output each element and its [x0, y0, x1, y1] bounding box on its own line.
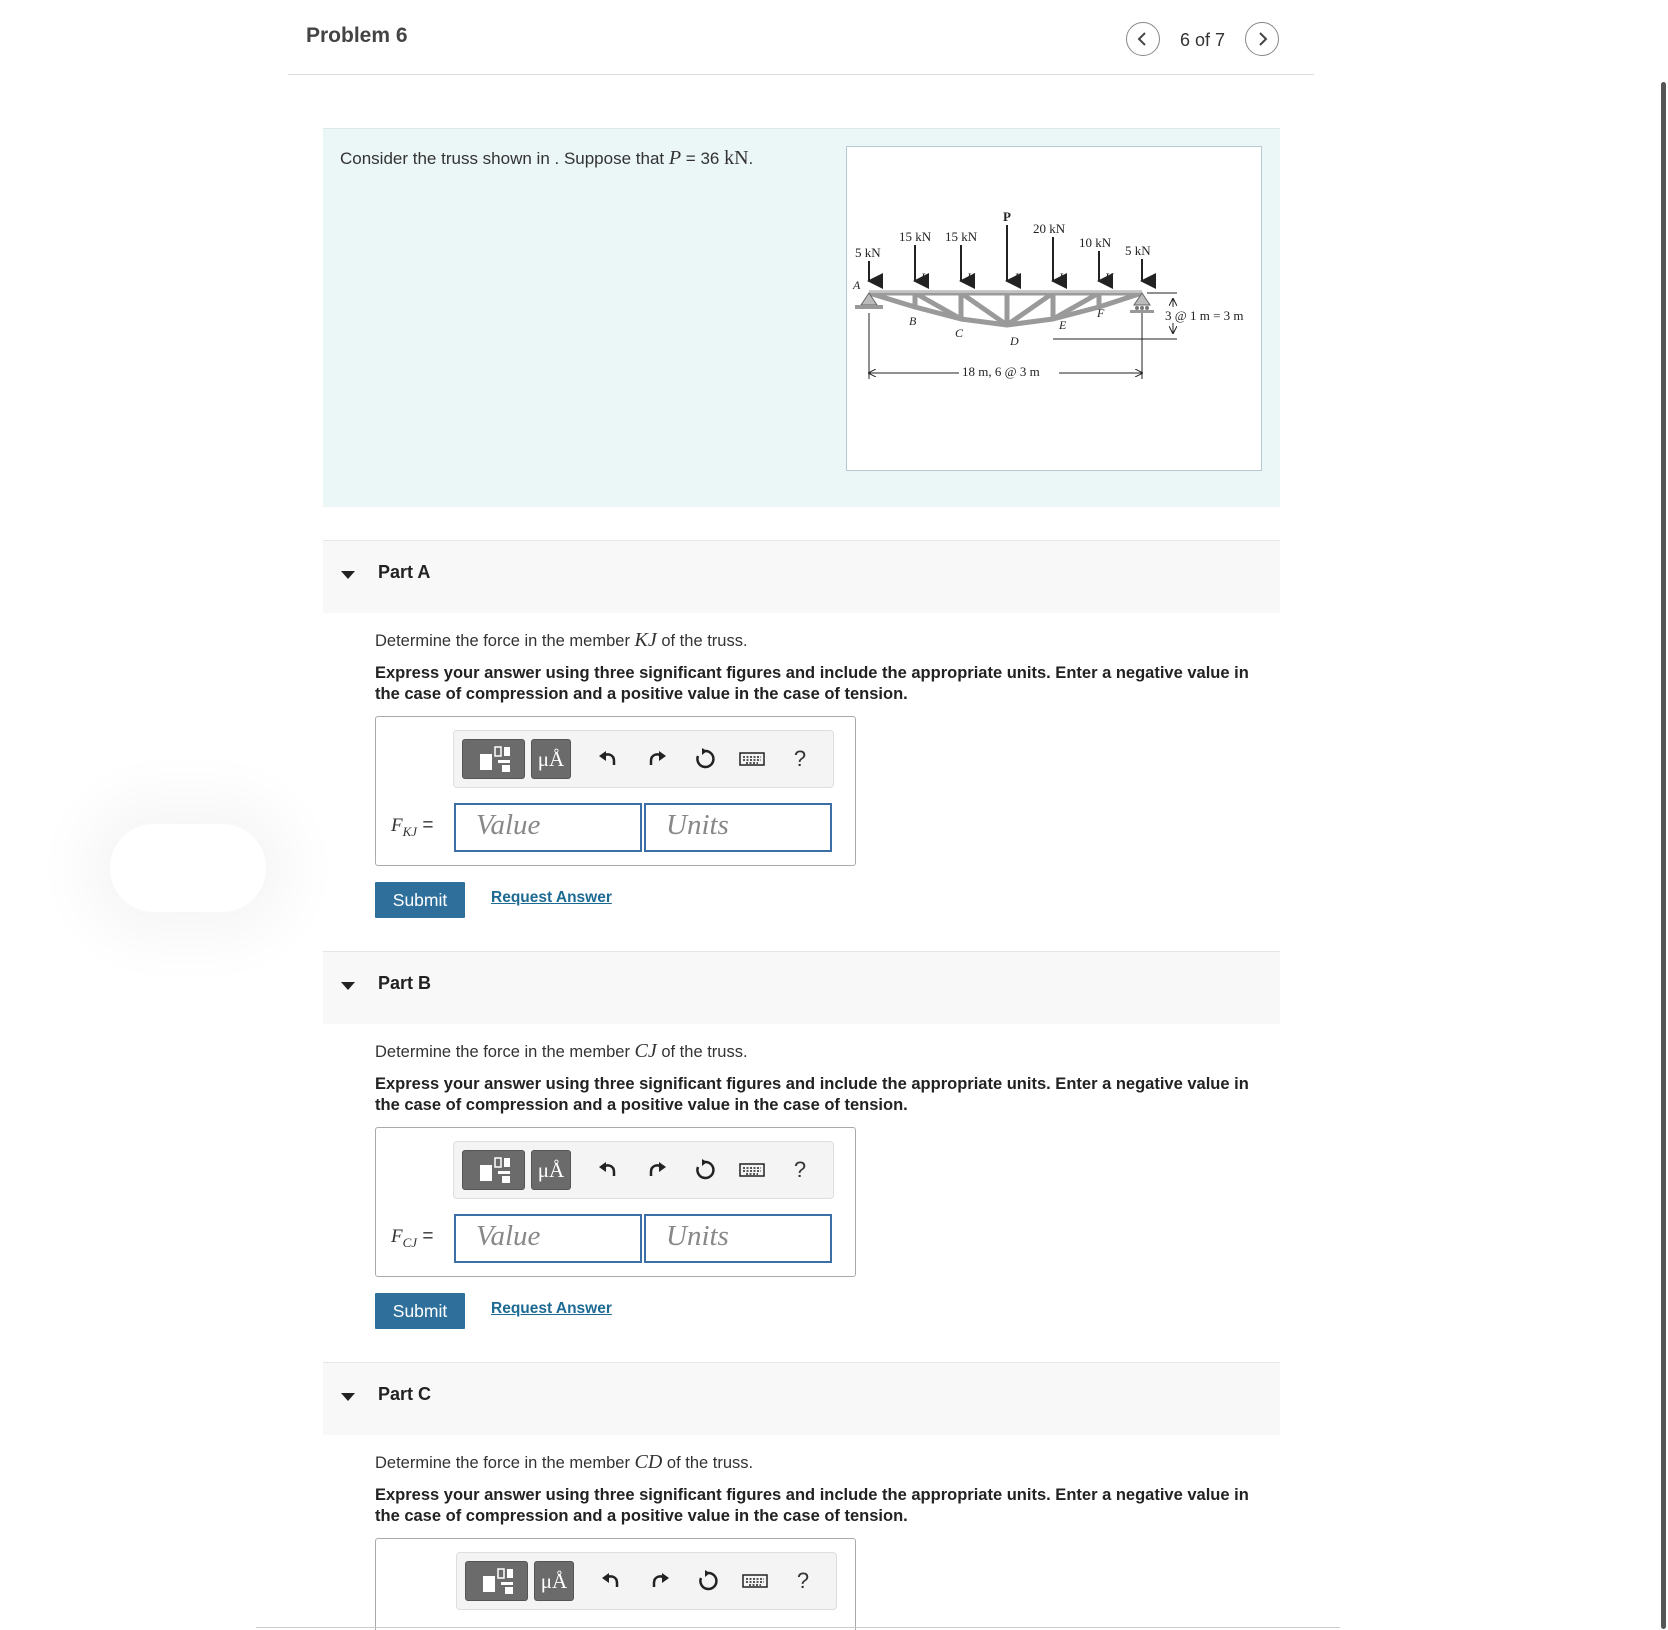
chevron-right-icon: [1255, 31, 1269, 47]
part-c-label: Part C: [378, 1384, 432, 1404]
units-input[interactable]: Units: [644, 1214, 832, 1263]
value-input[interactable]: Value: [454, 803, 642, 852]
answer-variable: F: [391, 815, 403, 836]
submit-button[interactable]: Submit: [375, 882, 465, 918]
node-e: E: [1059, 318, 1067, 332]
node-a: A: [853, 278, 861, 292]
part-a-question: [375, 629, 748, 652]
span-dimension-label: 18 m, 6 @ 3 m: [962, 364, 1040, 379]
part-b-answer-box: [375, 1127, 856, 1277]
templates-icon: [474, 1155, 514, 1185]
floating-widget[interactable]: [110, 824, 266, 912]
undo-icon: [597, 1159, 619, 1181]
part-a-instruction: Express your answer using three significant figures and include the appropriate units. Enter a negative value in the case of compression and a positive value in the case of tension.: [375, 664, 1249, 703]
keyboard-button[interactable]: [732, 739, 772, 779]
reset-icon: [693, 747, 717, 771]
unit-kn: kN: [724, 147, 749, 169]
units-symbols-button[interactable]: μÅ: [534, 1561, 574, 1601]
undo-button[interactable]: [588, 739, 628, 779]
part-c-header[interactable]: [323, 1362, 1280, 1435]
part-b-question: [375, 1040, 748, 1063]
load-label-p: P: [1003, 209, 1011, 224]
node-i: I: [1059, 270, 1063, 284]
member-name: CD: [634, 1451, 663, 1473]
previous-problem-button[interactable]: [1126, 22, 1160, 56]
templates-icon: [474, 744, 514, 774]
keyboard-button[interactable]: [732, 1150, 772, 1190]
load-label-i: 20 kN: [1033, 221, 1066, 236]
problem-intro: [340, 147, 753, 170]
node-c: C: [955, 326, 964, 340]
truss-diagram: [847, 147, 1261, 470]
units-symbols-button[interactable]: μÅ: [531, 1150, 571, 1190]
node-k: K: [967, 270, 976, 284]
help-button[interactable]: ?: [793, 1157, 807, 1182]
intro-text: Consider the truss shown in . Suppose that: [340, 149, 669, 168]
node-h: H: [1105, 270, 1114, 284]
math-toolbar: [453, 1141, 834, 1199]
caret-down-icon: [341, 982, 355, 990]
part-b-label: Part B: [378, 973, 432, 993]
undo-icon: [597, 748, 619, 770]
help-button[interactable]: ?: [793, 746, 807, 771]
member-name: CJ: [634, 1040, 657, 1062]
value-input[interactable]: Value: [454, 1214, 642, 1263]
bottom-divider: [256, 1627, 1340, 1628]
node-g: G: [1148, 272, 1157, 286]
variable-p: P: [668, 147, 682, 169]
member-name: KJ: [634, 629, 657, 651]
problem-pager: 6 of 7: [1180, 30, 1226, 50]
load-label-l: 15 kN: [899, 229, 932, 244]
node-l: L: [921, 270, 928, 284]
templates-button[interactable]: [462, 739, 525, 779]
undo-button[interactable]: [588, 1150, 628, 1190]
caret-down-icon: [341, 571, 355, 579]
node-j: J: [1013, 270, 1019, 284]
reset-button[interactable]: [685, 1150, 725, 1190]
problem-statement: [323, 128, 1280, 507]
math-toolbar: [456, 1552, 837, 1610]
keyboard-icon: [739, 751, 765, 767]
answer-subscript: CJ: [402, 1234, 418, 1250]
keyboard-icon: [739, 1162, 765, 1178]
part-c-question: [375, 1451, 753, 1474]
load-label-a: 5 kN: [855, 245, 881, 260]
page-scrollbar[interactable]: [1661, 82, 1666, 1629]
math-toolbar: [453, 730, 834, 788]
undo-button[interactable]: [591, 1561, 631, 1601]
load-label-h: 10 kN: [1079, 235, 1112, 250]
node-b: B: [909, 314, 917, 328]
problem-header: [288, 0, 1314, 75]
part-c-instruction: Express your answer using three significant figures and include the appropriate units. Enter a negative value in the case of compression and a positive value in the case of tension.: [375, 1486, 1249, 1525]
part-b-instruction: Express your answer using three significant figures and include the appropriate units. Enter a negative value in the case of compression and a positive value in the case of tension.: [375, 1075, 1249, 1114]
reset-button[interactable]: [688, 1561, 728, 1601]
question-text: Determine the force in the member: [375, 1454, 635, 1472]
chevron-left-icon: [1136, 31, 1150, 47]
load-label-k: 15 kN: [945, 229, 978, 244]
templates-button[interactable]: [462, 1150, 525, 1190]
keyboard-button[interactable]: [735, 1561, 775, 1601]
next-problem-button[interactable]: [1245, 22, 1279, 56]
request-answer-link[interactable]: Request Answer: [491, 1300, 612, 1317]
reset-icon: [693, 1158, 717, 1182]
equals-value: = 36: [681, 149, 725, 168]
node-f: F: [1097, 306, 1105, 320]
problem-title: Problem 6: [306, 24, 408, 47]
templates-icon: [477, 1566, 517, 1596]
answer-label: [391, 1226, 433, 1251]
units-input[interactable]: Units: [644, 803, 832, 852]
part-c-answer-box: [375, 1538, 856, 1630]
answer-equals: =: [417, 1226, 434, 1247]
redo-icon: [646, 748, 668, 770]
help-button[interactable]: ?: [796, 1568, 810, 1593]
reset-button[interactable]: [685, 739, 725, 779]
question-suffix: of the truss.: [656, 1043, 748, 1061]
load-label-g: 5 kN: [1125, 243, 1151, 258]
period: .: [748, 149, 754, 168]
question-text: Determine the force in the member: [375, 1043, 635, 1061]
redo-button[interactable]: [637, 739, 677, 779]
reset-icon: [696, 1569, 720, 1593]
templates-button[interactable]: [465, 1561, 528, 1601]
units-symbols-button[interactable]: μÅ: [531, 739, 571, 779]
question-suffix: of the truss.: [656, 632, 748, 650]
answer-variable: F: [391, 1226, 403, 1247]
part-b-header[interactable]: [323, 951, 1280, 1024]
redo-icon: [646, 1159, 668, 1181]
redo-button[interactable]: [640, 1561, 680, 1601]
answer-subscript: KJ: [402, 823, 418, 839]
keyboard-icon: [742, 1573, 768, 1589]
request-answer-link[interactable]: Request Answer: [491, 889, 612, 906]
web-members: [915, 293, 1099, 325]
question-text: Determine the force in the member: [375, 632, 635, 650]
undo-icon: [600, 1570, 622, 1592]
part-a-answer-box: [375, 716, 856, 866]
question-suffix: of the truss.: [662, 1454, 754, 1472]
answer-label: [391, 815, 433, 840]
redo-icon: [649, 1570, 671, 1592]
answer-equals: =: [417, 815, 434, 836]
submit-button[interactable]: Submit: [375, 1293, 465, 1329]
height-dimension-label: 3 @ 1 m = 3 m: [1165, 308, 1244, 323]
part-a-header[interactable]: [323, 540, 1280, 613]
node-d: D: [1010, 334, 1019, 348]
part-a-label: Part A: [378, 562, 431, 582]
load-labels: [855, 209, 1151, 260]
redo-button[interactable]: [637, 1150, 677, 1190]
truss-figure[interactable]: [846, 146, 1262, 471]
caret-down-icon: [341, 1393, 355, 1401]
